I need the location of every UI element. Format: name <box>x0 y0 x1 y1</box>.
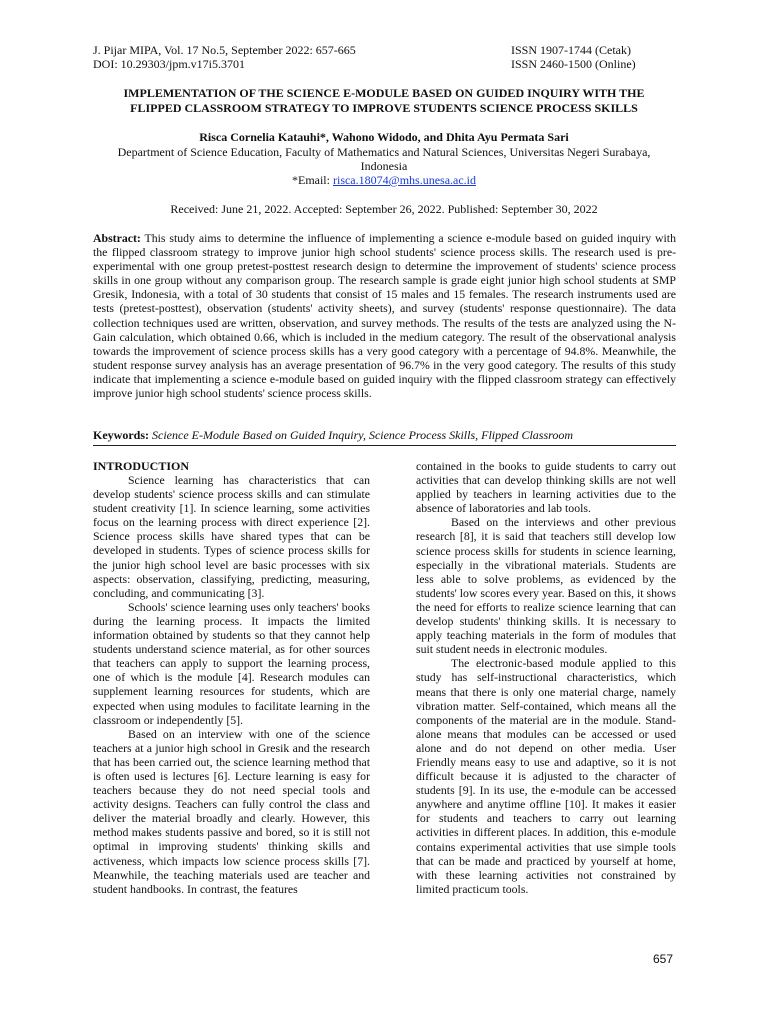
journal-citation: J. Pijar MIPA, Vol. 17 No.5, September 2022: 657-665 <box>93 43 356 57</box>
email-line <box>70 173 698 188</box>
affiliation-line2: Indonesia <box>360 159 408 173</box>
left-paragraph-1: Science learning has characteristics that can develop students' science process skills and can stimulate student creativity [1]. In science learning, some activities focus on the learning process with direct experience [2]. Science process skills have shared types that can be developed in students. Types of science process skills for the junior high school level are basic processes with six aspects: observation, classifying, predicting, measuring, concluding, and communicating [3]. <box>93 473 370 600</box>
affiliation-line1: Department of Science Education, Faculty of Mathematics and Natural Sciences, Universitas Negeri Surabaya, <box>117 145 651 159</box>
right-paragraph-3: The electronic-based module applied to this study has self-instructional characteristics, which means that there is only one material charge, namely vibration matter. Self-contained, which means all the components of the material are in the module. Stand-alone means that modules can be accessed or used alone and do not depend on other media. User Friendly means easy to use and adaptive, so it is not difficult because it is adjusted to the character of students [9]. In its use, the e-module can be accessed anywhere and anytime offline [10]. It makes it easier for students and teachers to carry out learning activities in different places. In addition, this e-module contains experimental activities that use simple tools that can be made and practiced by yourself at home, with these learning activities not constrained by limited practicum tools. <box>416 656 676 896</box>
right-column <box>416 459 676 896</box>
issn-online: ISSN 2460-1500 (Online) <box>511 57 636 71</box>
introduction-heading: INTRODUCTION <box>93 459 190 473</box>
paper-title-line2: FLIPPED CLASSROOM STRATEGY TO IMPROVE STUDENTS SCIENCE PROCESS SKILLS <box>130 101 638 115</box>
left-paragraph-2: Schools' science learning uses only teachers' books during the learning process. It impacts the limited information obtained by students so that they cannot help students understand science material, as for other sources that teachers can apply to support the learning process, one of which is the module [4]. Research modules can supplement learning resources for students, which are expected when using modules to facilitate learning in the classroom or independently [5]. <box>93 599 370 727</box>
left-paragraph-3: Based on an interview with one of the science teachers at a junior high school in Gresik and the research that has been carried out, the science learning method that is often used is lectures [6]. Lecture learning is easy for teachers because they do not need special tools and activity designs. Teachers can fully control the class and deliver the material broadly and clearly. However, this method makes students passive and bored, so it is still not optimal in improving students' thinking skills and activeness, which impacts low science process skills [7]. Meanwhile, the teaching materials used are teacher and student handbooks. In contrast, the features <box>93 726 370 896</box>
abstract-label: Abstract: <box>93 231 141 245</box>
paper-title-line1: IMPLEMENTATION OF THE SCIENCE E-MODULE BASED ON GUIDED INQUIRY WITH THE <box>123 86 645 100</box>
keywords-label: Keywords: <box>93 428 149 442</box>
issn-print: ISSN 1907-1744 (Cetak) <box>511 43 631 57</box>
keywords-divider <box>93 445 676 446</box>
abstract-text: This study aims to determine the influence of implementing a science e-module based on guided inquiry with the flipped classroom strategy to improve junior high school students' science process skills. The research used is pre-experimental with one group pretest-posttest research design to determine the improvement of students' science process skills in one group without any comparison group. The research sample is grade eight junior high school students at SMP Gresik, Indonesia, with a total of 30 students that consist of 15 males and 15 females. The research instruments used are tests (pretest-posttest), observation (students' activity sheets), and survey (students' response questionnaire). The data collection techniques used are written, observation, and survey methods. The results of the tests are analyzed using the N-Gain calculation, which obtained 0.66, which is included in the medium category. The result of the observational analysis towards the improvement of science process skills has a very good category with a percentage of 94.8%. Meanwhile, the student response survey analysis has an average presentation of 96.7% in the very good category. The results of this study indicate that implementing a science e-module based on guided inquiry with the flipped classroom strategy can effectively improve junior high school students' science process skills. <box>93 231 676 401</box>
right-paragraph-1: contained in the books to guide students to carry out activities that can develop thinking skills are not well applied by teachers in learning activities due to the absence of laboratories and lab tools. <box>416 459 676 516</box>
doi: DOI: 10.29303/jpm.v17i5.3701 <box>93 57 245 71</box>
page-number: 657 <box>653 952 674 966</box>
abstract <box>93 231 676 400</box>
publication-dates: Received: June 21, 2022. Accepted: September 26, 2022. Published: September 30, 2022 <box>170 202 598 216</box>
keywords-text: Science E-Module Based on Guided Inquiry, Science Process Skills, Flipped Classroom <box>152 428 574 442</box>
authors: Risca Cornelia Katauhi*, Wahono Widodo, and Dhita Ayu Permata Sari <box>199 130 569 144</box>
right-paragraph-2: Based on the interviews and other previous research [8], it is said that teachers still develop low science process skills for students in science learning, especially in the vibrational materials. Students are less able to solve problems, as evidenced by the students' low scores every year. Based on this, it shows the need for efforts to realize science learning that can develop students' thinking skills. It is necessary to apply teaching materials in the form of modules that suit student needs in electronic modules. <box>416 515 676 657</box>
email-link[interactable]: risca.18074@mhs.unesa.ac.id <box>332 173 476 187</box>
keywords <box>93 428 676 442</box>
email-label: *Email: <box>291 173 333 187</box>
left-column <box>93 459 370 896</box>
